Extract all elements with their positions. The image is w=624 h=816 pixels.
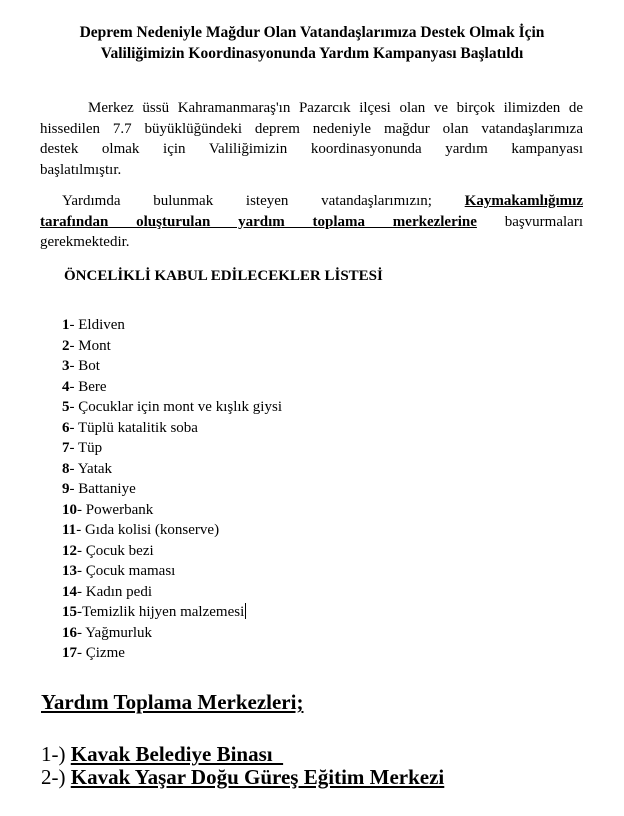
item-number: 13 (62, 563, 77, 579)
item-separator: - (69, 460, 78, 477)
centers-heading: Yardım Toplama Merkezleri; (41, 690, 304, 714)
item-separator: - (77, 583, 86, 600)
item-separator: - (69, 317, 79, 333)
item-separator: - (69, 481, 79, 497)
priority-list (62, 315, 282, 664)
item-separator: - (77, 645, 86, 661)
item-text: Temizlik hijyen malzemesi (82, 604, 245, 620)
priority-list-heading: ÖNCELİKLİ KABUL EDİLECEKLER LİSTESİ (64, 268, 383, 284)
list-item (62, 438, 282, 459)
item-number: 12 (62, 542, 77, 559)
list-item (62, 602, 282, 623)
item-text: Yatak (77, 460, 113, 477)
item-number: 16 (62, 624, 77, 641)
list-item (62, 315, 282, 336)
item-text: Bere (78, 378, 107, 395)
item-number: 4 (62, 378, 70, 395)
intro-line-1: Merkez üssü Kahramanmaraş'ın Pazarcık ilçesi olan ve birçok ilimizden de (88, 100, 583, 116)
item-number: 3 (62, 358, 70, 374)
item-separator: - (69, 378, 79, 395)
kaymakamlik-link: Kaymakamlığımız (464, 193, 583, 209)
item-text: Bot (78, 358, 100, 374)
text-cursor (245, 603, 246, 619)
intro-line-3: destek olmak için Valiliğimizin koordinasyonunda yardım kampanyası (40, 141, 583, 157)
item-separator: - (77, 501, 86, 518)
item-number: 7 (62, 440, 70, 456)
list-item (62, 356, 282, 377)
item-separator: - (77, 624, 86, 641)
item-number: 5 (62, 399, 70, 415)
item-text: Çocuklar için mont ve kışlık giysi (78, 399, 282, 415)
item-text: Kadın pedi (85, 583, 152, 600)
item-number: 14 (62, 583, 77, 600)
document-title (40, 22, 584, 64)
intro-paragraph (40, 98, 583, 180)
item-text: Çizme (85, 645, 125, 661)
collection-centers-link: tarafından oluşturulan yardım toplama merkezlerine (40, 213, 477, 230)
item-text: Çocuk bezi (85, 542, 154, 559)
intro-line-2: hissedilen 7.7 büyüklüğündeki deprem nedeniyle mağdur olan vatandaşlarımıza (40, 120, 583, 137)
item-number: 6 (62, 419, 70, 436)
item-number: 10 (62, 501, 77, 518)
item-text: Yağmurluk (85, 624, 153, 641)
instruction-line-1 (40, 191, 583, 212)
center-item (41, 742, 283, 767)
item-text: Tüp (77, 440, 103, 456)
item-separator: - (69, 337, 79, 354)
center-item (41, 765, 444, 790)
title-line-1: Deprem Nedeniyle Mağdur Olan Vatandaşlarımıza Destek Olmak İçin (79, 24, 545, 41)
item-number: 9 (62, 481, 70, 497)
center-index: 1-) (41, 742, 71, 766)
item-text: Eldiven (78, 317, 125, 333)
item-number: 8 (62, 460, 70, 477)
item-separator: - (69, 419, 78, 436)
item-separator: - (69, 440, 78, 456)
list-item (62, 336, 282, 357)
item-number: 11 (62, 522, 77, 538)
instruction-prefix: Yardımda bulunmak isteyen vatandaşlarımızın; (62, 193, 432, 209)
item-number: 1 (62, 317, 70, 333)
item-separator: - (77, 604, 82, 620)
instruction-line-2 (40, 212, 583, 233)
list-item (62, 418, 282, 439)
item-text: Çocuk maması (85, 563, 176, 579)
list-item (62, 582, 282, 603)
list-item (62, 520, 282, 541)
item-text: Gıda kolisi (konserve) (84, 522, 220, 538)
item-number: 15 (62, 604, 77, 620)
item-number: 2 (62, 337, 70, 354)
center-index: 2-) (41, 765, 71, 789)
instruction-suffix: başvurmaları (504, 213, 583, 230)
item-text: Battaniye (78, 481, 136, 497)
instruction-paragraph (40, 191, 583, 253)
center-name: Kavak Yaşar Doğu Güreş Eğitim Merkezi (70, 765, 445, 789)
item-separator: - (69, 358, 79, 374)
list-item (62, 377, 282, 398)
list-item (62, 479, 282, 500)
item-separator: - (77, 563, 86, 579)
item-separator: - (69, 399, 79, 415)
title-line-2: Valiliğimizin Koordinasyonunda Yardım Kampanyası Başlatıldı (100, 45, 524, 62)
list-item (62, 541, 282, 562)
list-item (62, 643, 282, 664)
instruction-line-3: gerekmektedir. (40, 234, 130, 250)
item-text: Mont (78, 337, 111, 354)
list-item (62, 623, 282, 644)
list-item (62, 500, 282, 521)
intro-line-4: başlatılmıştır. (40, 161, 122, 178)
item-separator: - (77, 542, 86, 559)
list-item (62, 459, 282, 480)
item-text: Powerbank (85, 501, 154, 518)
item-number: 17 (62, 645, 77, 661)
center-name: Kavak Belediye Binası (70, 742, 284, 766)
item-separator: - (76, 522, 85, 538)
list-item (62, 397, 282, 418)
list-item (62, 561, 282, 582)
item-text: Tüplü katalitik soba (77, 419, 198, 436)
